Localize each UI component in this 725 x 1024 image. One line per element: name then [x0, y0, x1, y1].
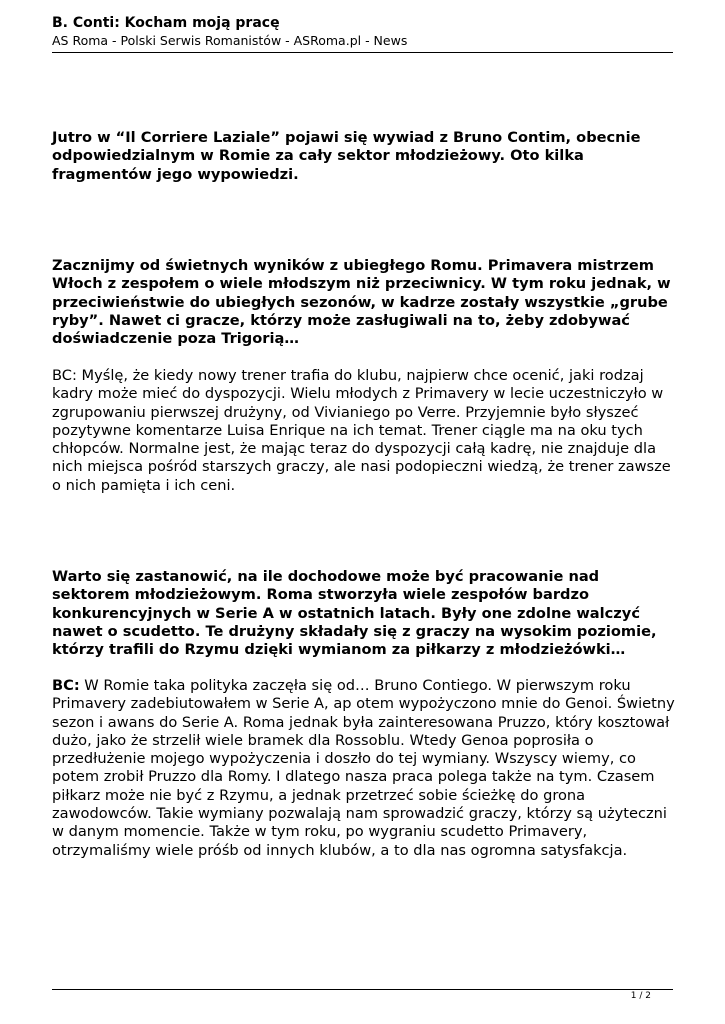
question-2: Warto się zastanowić, na ile dochodowe może być pracowanie nad sektorem młodzieżowym. Roma stworzyła wiele zespołów bardzo konkurencyjnych w Serie A w ostatnich latach. Były one zdolne walczyć nawet o scudetto. Te drużyny składały się z graczy na wysokim poziomie, którzy trafili do Rzymu dzięki wymianom za piłkarzy z młodzieżówki… [52, 568, 657, 659]
question-1: Zacznijmy od świetnych wyników z ubiegłego Romu. Primavera mistrzem Włoch z zespołem o wiele młodszym niż przeciwnicy. W tym roku jednak, w przeciwieństwie do ubiegłych sezonów, w kadrze zostały wszystkie „grube ryby”. Nawet ci gracze, którzy może zasługiwali na to, żeby zdobywać doświadczenie poza Trigorią… [52, 257, 671, 348]
answer-2 [52, 677, 677, 860]
page-number: 1 / 2 [630, 991, 651, 1001]
article-title: B. Conti: Kocham moją pracę [52, 15, 280, 31]
answer-1: BC: Myślę, że kiedy nowy trener trafia do klubu, najpierw chce ocenić, jaki rodzaj kadry może mieć do dyspozycji. Wielu młodych z Primavery w lecie uczestniczyło w zgrupowaniu pierwszej drużyny, od Vivianiego po Verre. Przyjemnie było słyszeć pozytywne komentarze Luisa Enrique na ich temat. Trener ciągle ma na oku tych chłopców. Normalne jest, że mając teraz do dyspozycji całą kadrę, nie znajduje dla nich miejsca pośród starszych graczy, ale nasi podopieczni wiedzą, że trener zawsze o nich pamięta i ich ceni. [52, 367, 671, 494]
lead-paragraph: Jutro w “Il Corriere Laziale” pojawi się wywiad z Bruno Contim, obecnie odpowiedzialnym w Romie za cały sektor młodzieżowy. Oto kilka fragmentów jego wypowiedzi. [52, 129, 641, 183]
header-divider [52, 52, 673, 53]
answer-2-text: W Romie taka polityka zaczęła się od… Bruno Contiego. W pierwszym roku Primavery zadebiutowałem w Serie A, ap otem wypożyczono mnie do Genoi. Świetny sezon i awans do Serie A. Roma jednak była zainteresowana Pruzzo, który kosztował dużo, jako że strzelił wiele bramek dla Rossoblu. Wtedy Genoa poprosiła o przedłużenie mojego wypożyczenia i doszło do tej wymiany. Wszyscy wiemy, co potem zrobił Pruzzo dla Romy. I dlatego nasza praca polega także na tym. Czasem piłkarz może nie być z Rzymu, a jednak przetrzeć sobie ścieżkę do grona zawodowców. Takie wymiany pozwalają nam sprowadzić graczy, którzy są użyteczni w danym momencie. Także w tym roku, po wygraniu scudetto Primavery, otrzymaliśmy wiele próśb od innych klubów, a to dla nas ogromna satysfakcja. [52, 677, 675, 859]
document-header [52, 14, 673, 50]
footer-divider [52, 989, 673, 990]
answer-2-prefix: BC: [52, 677, 80, 694]
site-subtitle: AS Roma - Polski Serwis Romanistów - ASRoma.pl - News [52, 33, 408, 48]
